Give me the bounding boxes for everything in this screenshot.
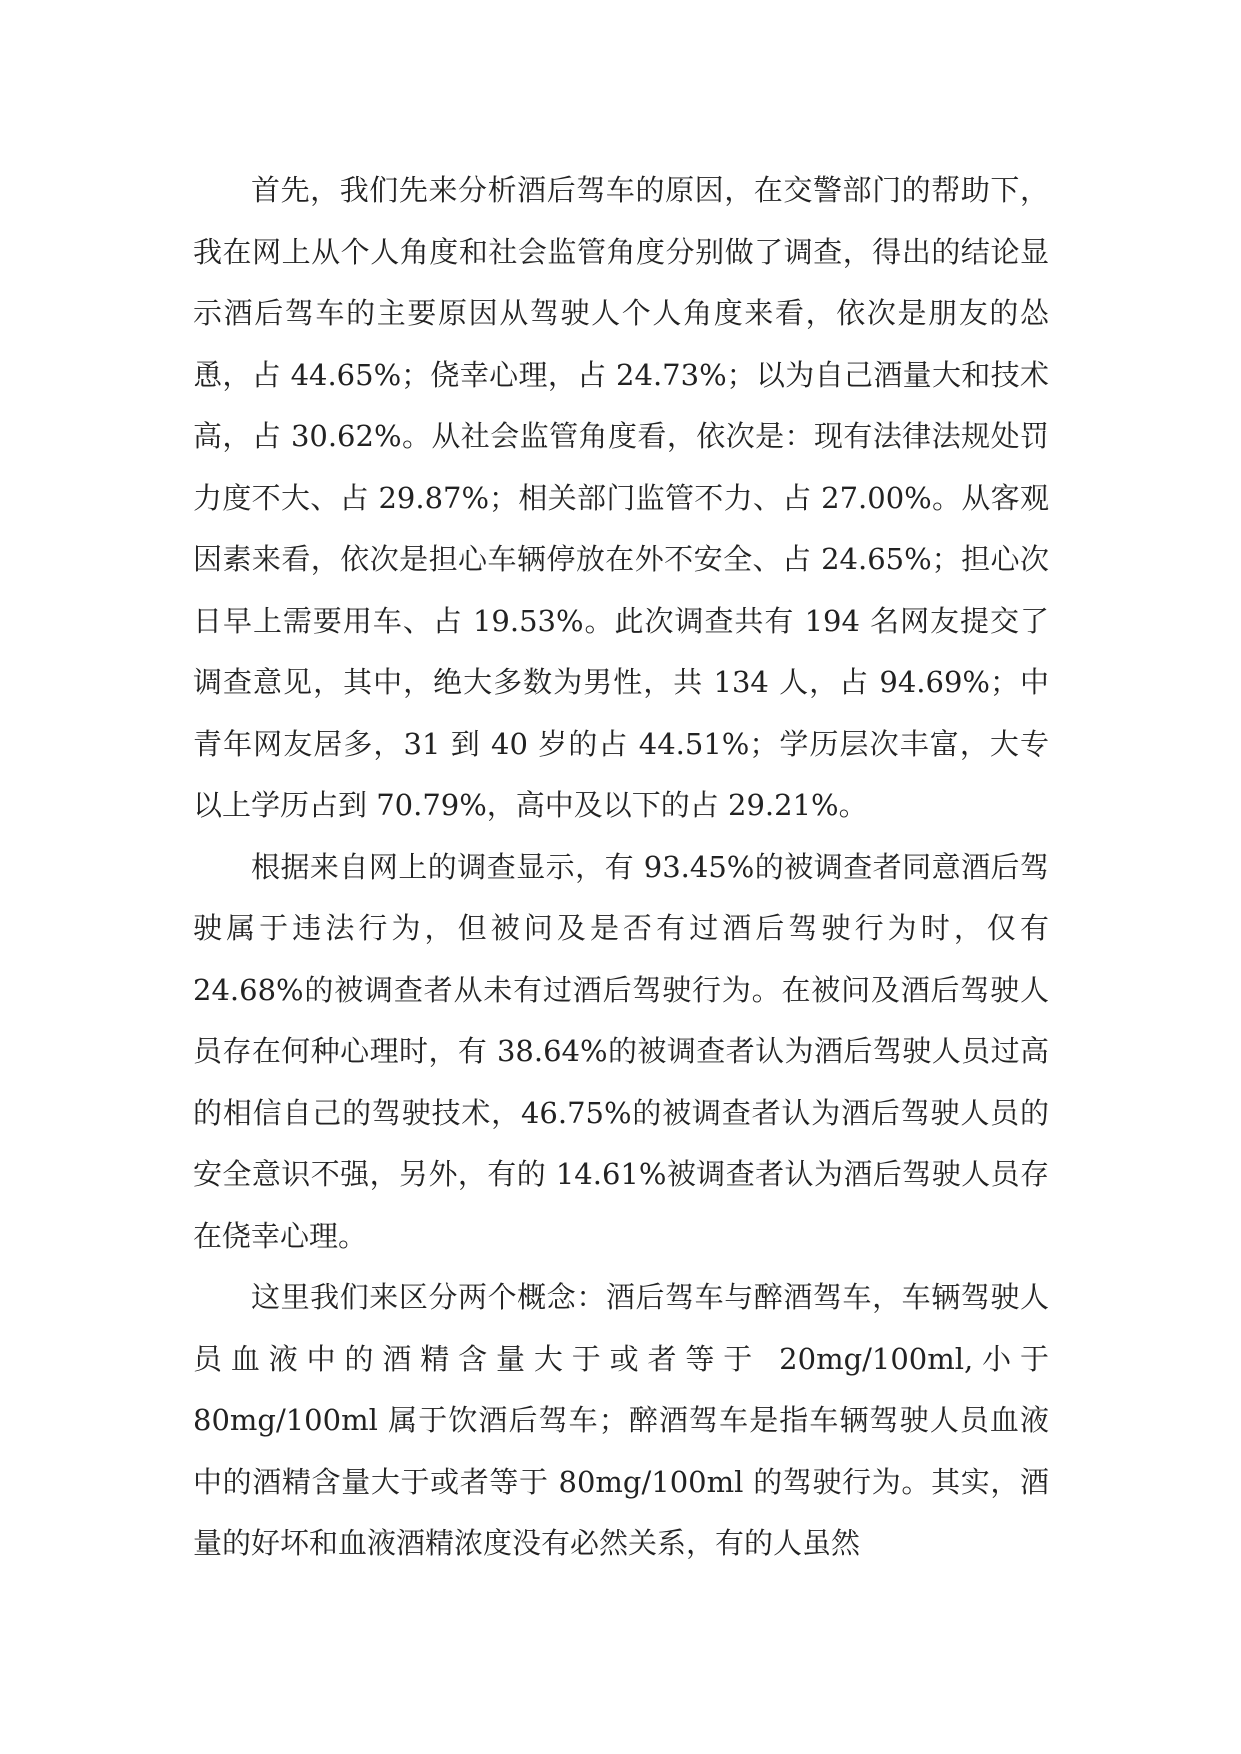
paragraph-drunk-driving-definitions: 这里我们来区分两个概念：酒后驾车与醉酒驾车，车辆驾驶人员血液中的酒精含量大于或者等于 20mg/100ml,小于 80mg/100ml 属于饮酒后驾车；醉酒驾车是指车辆驾驶人员血液中的酒精含量大于或者等于 80mg/100ml 的驾驶行为。其实，酒量的好坏和血液酒精浓度没有必然关系，有的人虽然 xyxy=(193,1280,1049,1560)
paragraph-survey-attitudes: 根据来自网上的调查显示，有 93.45%的被调查者同意酒后驾驶属于违法行为，但被问及是否有过酒后驾驶行为时，仅有 24.68%的被调查者从未有过酒后驾驶行为。在被问及酒后驾驶人员存在何种心理时，有 38.64%的被调查者认为酒后驾驶人员过高的相信自己的驾驶技术，46.75%的被调查者认为酒后驾驶人员的安全意识不强，另外，有的 14.61%被调查者认为酒后驾驶人员存在侥幸心理。 xyxy=(193,849,1049,1253)
paragraph-causes-survey: 首先，我们先来分析酒后驾车的原因，在交警部门的帮助下，我在网上从个人角度和社会监管角度分别做了调查，得出的结论显示酒后驾车的主要原因从驾驶人个人角度来看，依次是朋友的怂恿，占 44.65%；侥幸心理，占 24.73%；以为自己酒量大和技术高，占 30.62%。从社会监管角度看，依次是：现有法律法规处罚力度不大、占 29.87%；相关部门监管不力、占 27.00%。从客观因素来看，依次是担心车辆停放在外不安全、占 24.65%；担心次日早上需要用车、占 19.53%。此次调查共有 194 名网友提交了调查意见，其中，绝大多数为男性，共 134 人，占 94.69%；中青年网友居多，31 到 40 岁的占 44.51%；学历层次丰富，大专以上学历占到 70.79%，高中及以下的占 29.21%。 xyxy=(193,173,1049,822)
document-body xyxy=(193,160,1049,1575)
